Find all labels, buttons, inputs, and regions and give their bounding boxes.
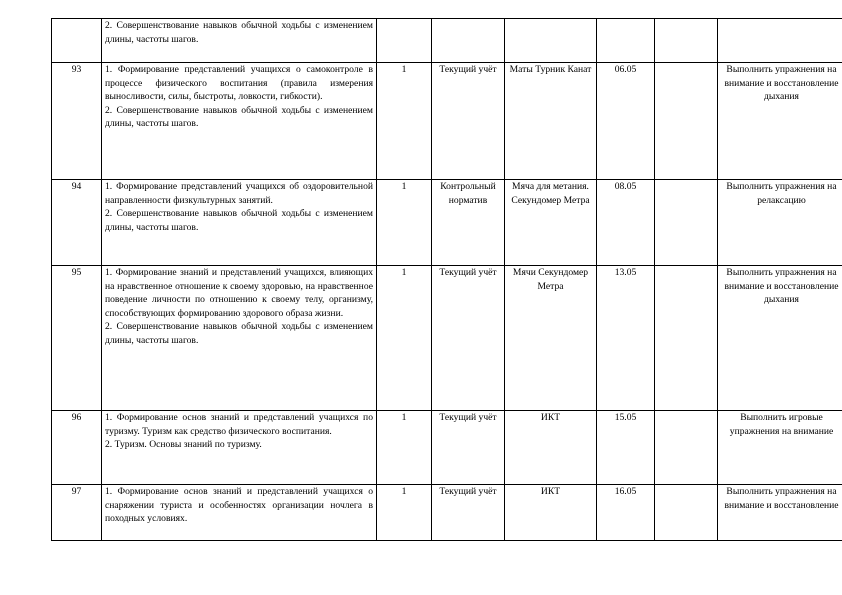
equipment-cell: Мячи Секундомер Метра (505, 266, 597, 411)
topic-clip (105, 485, 373, 540)
lesson-topic-cell (102, 266, 377, 411)
table-row (52, 411, 842, 485)
lesson-topic-cell (102, 411, 377, 485)
actual-date-cell (655, 63, 718, 180)
table-row (52, 180, 842, 266)
planned-date-cell: 16.05 (597, 485, 655, 541)
control-type-cell (432, 19, 505, 63)
lesson-number-cell (52, 19, 102, 63)
planned-date-cell: 13.05 (597, 266, 655, 411)
hours-cell: 1 (377, 485, 432, 541)
table-row (52, 266, 842, 411)
topic-paragraph: 2. Совершенствование навыков обычной ходьбы с изменением длины, частоты шагов. (105, 104, 373, 130)
topic-paragraph: 1. Формирование знаний и представлений учащихся, влияющих на нравственное отношение к своему здоровью, на нравственное поведение личности по отношению к своему телу, организму, способствующих формированию здорового образа жизни. (105, 267, 373, 319)
actual-date-cell (655, 411, 718, 485)
table-body (52, 19, 842, 541)
planned-date-cell (597, 19, 655, 63)
homework-cell (718, 19, 842, 63)
equipment-cell: ИКТ (505, 485, 597, 541)
planned-date-cell: 15.05 (597, 411, 655, 485)
control-type-cell: Текущий учёт (432, 63, 505, 180)
planned-date-cell: 06.05 (597, 63, 655, 180)
lesson-number-cell: 95 (52, 266, 102, 411)
table-row (52, 63, 842, 180)
lesson-topic-cell (102, 485, 377, 541)
control-type-cell: Текущий учёт (432, 485, 505, 541)
topic-paragraph: 2. Совершенствование навыков обычной ходьбы с изменением длины, частоты шагов. (105, 321, 373, 346)
actual-date-cell (655, 485, 718, 541)
actual-date-cell (655, 19, 718, 63)
lesson-topic-cell (102, 180, 377, 266)
control-type-cell: Контрольный норматив (432, 180, 505, 266)
control-type-cell: Текущий учёт (432, 411, 505, 485)
homework-cell: Выполнить игровые упражнения на внимание (718, 411, 842, 485)
hours-cell: 1 (377, 266, 432, 411)
planned-date-cell: 08.05 (597, 180, 655, 266)
lesson-number-cell: 96 (52, 411, 102, 485)
table-row (52, 19, 842, 63)
lesson-number-cell: 93 (52, 63, 102, 180)
homework-cell: Выполнить упражнения на внимание и восстановление дыхания (718, 266, 842, 411)
lesson-number-cell: 94 (52, 180, 102, 266)
lesson-topic-cell (102, 63, 377, 180)
topic-paragraph: 1. Формирование основ знаний и представлений учащихся о снаряжении туриста и особенностях организации ночлега в походных условиях. (105, 486, 373, 525)
topic-paragraph: 2. Туризм. Основы знаний по туризму. (105, 439, 262, 451)
lesson-topic-cell (102, 19, 377, 63)
equipment-cell: ИКТ (505, 411, 597, 485)
hours-cell: 1 (377, 411, 432, 485)
hours-cell: 1 (377, 63, 432, 180)
lesson-number-cell: 97 (52, 485, 102, 541)
homework-cell: Выполнить упражнения на релаксацию (718, 180, 842, 266)
equipment-cell: Мяча для метания. Секундомер Метра (505, 180, 597, 266)
lesson-plan-table (51, 18, 842, 541)
actual-date-cell (655, 180, 718, 266)
actual-date-cell (655, 266, 718, 411)
topic-paragraph: 2. Совершенствование навыков обычной ходьбы с изменением длины, частоты шагов. (105, 20, 373, 45)
control-type-cell: Текущий учёт (432, 266, 505, 411)
hours-cell (377, 19, 432, 63)
hours-cell: 1 (377, 180, 432, 266)
equipment-cell: Маты Турник Канат (505, 63, 597, 180)
table-row (52, 485, 842, 541)
topic-paragraph: 2. Совершенствование навыков обычной ходьбы с изменением длины, частоты шагов. (105, 208, 373, 233)
homework-cell: Выполнить упражнения на внимание и восстановление дыхания (718, 63, 842, 180)
equipment-cell (505, 19, 597, 63)
homework-cell (718, 485, 842, 541)
topic-paragraph: 1. Формирование представлений учащихся об оздоровительной направленности физкультурных занятий. (105, 181, 373, 206)
homework-clip: Выполнить упражнения на внимание и восстановление (724, 486, 839, 511)
topic-paragraph: 1. Формирование представлений учащихся о самоконтроле в процессе физического воспитания (правила измерения выносливости, силы, быстроты, ловкости, гибкости). (105, 64, 373, 103)
topic-paragraph: 1. Формирование основ знаний и представлений учащихся по туризму. Туризм как средство физического воспитания. (105, 412, 373, 437)
